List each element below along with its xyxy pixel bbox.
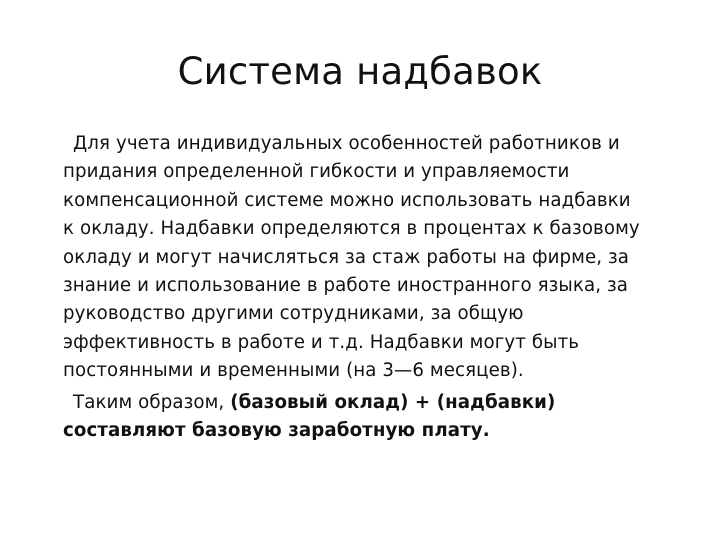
summary-lead-text: Таким образом, bbox=[73, 391, 231, 413]
body-line-6: знание и использование в работе иностранного языка, за bbox=[63, 275, 628, 297]
body-line-8: эффективность в работе и т.д. Надбавки могут быть bbox=[63, 331, 580, 353]
body-line-4: к окладу. Надбавки определяются в процентах к базовому bbox=[63, 218, 640, 240]
body-line-2: придания определенной гибкости и управляемости bbox=[63, 161, 570, 183]
summary-line-1 bbox=[63, 389, 693, 417]
body-line-5: окладу и могут начисляться за стаж работы на фирме, за bbox=[63, 246, 630, 268]
body-line-1: Для учета индивидуальных особенностей работников и bbox=[73, 133, 620, 154]
slide-body bbox=[63, 130, 693, 445]
body-line-3: компенсационной системе можно использовать надбавки bbox=[63, 189, 631, 211]
summary-line-2: составляют базовую заработную плату. bbox=[63, 420, 490, 442]
slide-title: Система надбавок bbox=[177, 50, 543, 93]
body-line-9: постоянными и временными (на 3—6 месяцев). bbox=[63, 360, 524, 382]
summary-formula-text: (базовый оклад) + (надбавки) bbox=[230, 391, 556, 413]
body-line-7: руководство другими сотрудниками, за общую bbox=[63, 303, 524, 325]
